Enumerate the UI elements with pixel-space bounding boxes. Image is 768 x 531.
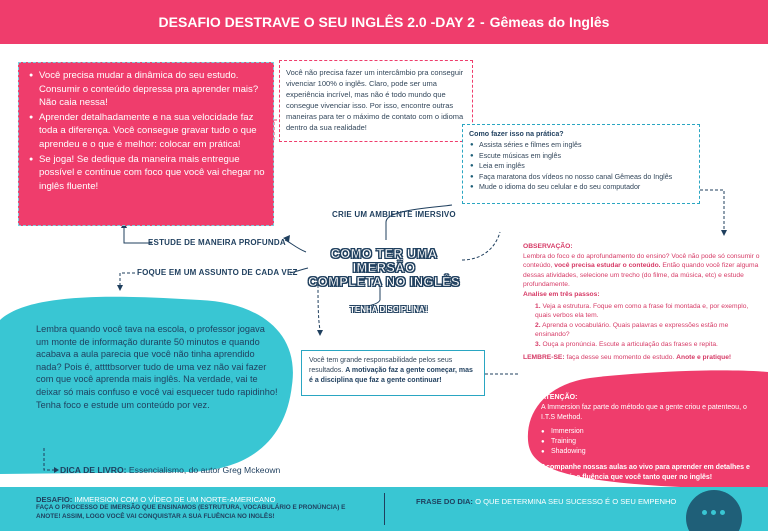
- logo-dot: [711, 510, 716, 515]
- center-title-line1: COMO TER UMA IMERSÃO: [330, 246, 438, 275]
- observacao-text: [523, 252, 761, 290]
- pink-tip-item: ● Aprender detalhadamente e na sua velocidade faz toda a diferença. Você consegue gravar tudo o que aprendeu e o que é melhor: colocar em prática!: [29, 111, 265, 152]
- observacao-steps: [523, 302, 761, 350]
- connector-center-right: [462, 232, 500, 260]
- header-day: DAY 2: [435, 14, 475, 30]
- frase-label: FRASE DO DIA:: [416, 497, 473, 506]
- connector-foque-left: [120, 273, 135, 285]
- header-separator: -: [479, 14, 485, 30]
- desafio-label: DESAFIO:: [36, 495, 73, 504]
- foco-blob-text: Lembra quando você tava na escola, o professor jogava um monte de informação durante 50 minutos e quando acabava a aula parecia que você não tinha aprendido nada? Pois é, attttbsorver tudo de uma vez não vai fazer com que você aprenda mais inglês. Na verdade, vai te deixar só mais confuso e você vai esquecer tudo rapidinho! Tenha foco e estude um conteúdo por vez.: [36, 324, 278, 410]
- logo-dot: [720, 510, 725, 515]
- observacao-label: OBSERVAÇÃO:: [523, 243, 573, 250]
- observacao-step: [535, 340, 761, 350]
- atencao-list: [541, 427, 751, 457]
- step-text: Aprenda o vocabulário. Quais palavras e expressões estão me ensinando?: [535, 321, 729, 339]
- pratica-item: ● Assista séries e filmes em inglês: [469, 140, 693, 151]
- lembre-se: [523, 353, 761, 363]
- branch-tenha-disciplina: TENHA DISCIPLINA!: [350, 305, 428, 314]
- logo-dot: [702, 510, 707, 515]
- frase-text: O QUE DETERMINA SEU SUCESSO É O SEU EMPENHO: [472, 497, 677, 506]
- footer-frase: [416, 497, 676, 506]
- observacao-step: [535, 321, 761, 340]
- desafio-sub: FAÇA O PROCESSO DE IMERSÃO QUE ENSINAMOS (ESTRUTURA, VOCABULÁRIO E PRONÚNCIA) E ANOTE! ASSIM, LOGO VOCÊ VAI CONQUISTAR A SUA FLUÊNCIA NO INGLÊS!: [36, 504, 346, 520]
- pratica-title: Como fazer isso na prática?: [469, 130, 564, 138]
- desafio-text: IMMERSION COM O VÍDEO DE UM NORTE-AMERICANO: [72, 495, 276, 504]
- observacao-section: [523, 242, 761, 362]
- pratica-list: [469, 140, 693, 193]
- pratica-item: ● Mude o idioma do seu celular e do seu computador: [469, 182, 693, 193]
- atencao-item: ● Training: [541, 437, 751, 447]
- step-number: 1.: [535, 302, 541, 310]
- responsabilidade-text: Você tem grande responsabilidade pelos seus resultados.: [309, 357, 453, 374]
- branch-crie-ambiente: CRIE UM AMBIENTE IMERSIVO: [332, 210, 456, 219]
- pratica-item: ● Leia em inglês: [469, 161, 693, 172]
- pink-tips-box: [18, 62, 274, 226]
- dica-de-livro: [60, 465, 280, 475]
- step-text: Ouça a pronúncia. Escute a articulação das frases e repita.: [542, 340, 718, 348]
- atencao-section: [541, 393, 751, 483]
- atencao-item: ● Shadowing: [541, 447, 751, 457]
- step-text: Veja a estrutura. Foque em como a frase foi montada e, por exemplo, quais verbos ela tem.: [535, 302, 749, 320]
- connector-disciplina: [350, 286, 380, 307]
- connector-estude: [285, 240, 306, 252]
- observacao-text-after: Então quando você fizer alguma dessas atividades, selecione um trecho (do filme, da música, etc) e estude profundamente.: [523, 262, 759, 289]
- connector-pratica-obs: [700, 190, 724, 232]
- observacao-text-bold: você precisa estudar o conteúdo.: [554, 262, 661, 270]
- connector-disciplina-arrow: [317, 330, 323, 336]
- center-title: [306, 247, 462, 289]
- branch-foque-assunto: FOQUE EM UM ASSUNTO DE CADA VEZ: [137, 268, 298, 277]
- step-number: 2.: [535, 321, 541, 329]
- pratica-box: [462, 124, 700, 204]
- connector-foque-left-arrow: [117, 285, 123, 291]
- header-title: Gêmeas do Inglês: [489, 14, 610, 30]
- pratica-item: ● Escute músicas em inglês: [469, 151, 693, 162]
- intercambio-text: Você não precisa fazer um intercâmbio pra conseguir vivenciar 100% o inglês. Claro, pode ser uma experiência incrível, mas não é todo mundo que consegue vivenciar isso. Por isso, encontre outras maneiras para ter o máximo de contato com o idioma dentro da sua realidade!: [286, 68, 464, 132]
- atencao-footer: Acompanhe nossas aulas ao vivo para aprender em detalhes e conseguir a fluência que você tanto quer no inglês!: [541, 464, 750, 481]
- smiley-logo-icon: [686, 490, 742, 531]
- footer-desafio: [36, 495, 356, 521]
- connector-pratica-obs-arrow: [721, 230, 727, 236]
- center-title-line2: COMPLETA NO INGLÊS: [307, 274, 460, 289]
- observacao-text-before: Lembra do foco e do aprofundamento do ensino? Você não pode só consumir o conteúdo,: [523, 252, 760, 270]
- livro-label: DICA DE LIVRO:: [60, 465, 127, 475]
- branch-estude-profunda: ESTUDE DE MANEIRA PROFUNDA: [148, 238, 286, 247]
- connector-disciplina-down: [318, 285, 320, 330]
- lembre-label: LEMBRE-SE:: [523, 353, 565, 361]
- responsabilidade-box: [301, 350, 485, 396]
- observacao-steps-label: Analise em três passos:: [523, 290, 600, 298]
- atencao-item: ● Immersion: [541, 427, 751, 437]
- page-footer: [0, 487, 768, 531]
- lembre-bold: Anote e pratique!: [676, 353, 732, 361]
- observacao-step: [535, 302, 761, 321]
- responsabilidade-bold: A motivação faz a gente começar, mas é a disciplina que faz a gente continuar!: [309, 367, 473, 384]
- intercambio-box: [279, 60, 473, 142]
- pink-tip-item: ● Se joga! Se dedique da maneira mais entregue possível e continue com foco que você vai chegar no inglês fluente!: [29, 153, 265, 194]
- livro-text: Essencialismo, do autor Greg Mckeown: [126, 465, 281, 475]
- pink-tips-list: [29, 69, 265, 193]
- footer-divider: [384, 493, 385, 525]
- atencao-text: A Immersion faz parte do método que a gente criou e patenteou, o I.T.S Method.: [541, 404, 747, 421]
- atencao-label: ATENÇÃO:: [541, 394, 578, 401]
- step-number: 3.: [535, 340, 541, 348]
- pratica-item: ● Faça maratona dos vídeos no nosso canal Gêmeas do Inglês: [469, 172, 693, 183]
- page-header: [0, 0, 768, 44]
- lembre-text: faça desse seu momento de estudo.: [564, 353, 677, 361]
- pink-tip-item: ● Você precisa mudar a dinâmica do seu estudo. Consumir o conteúdo depressa pra aprender mais? Não caia nessa!: [29, 69, 265, 110]
- header-prefix: DESAFIO DESTRAVE O SEU INGLÊS 2.0 -: [158, 14, 436, 30]
